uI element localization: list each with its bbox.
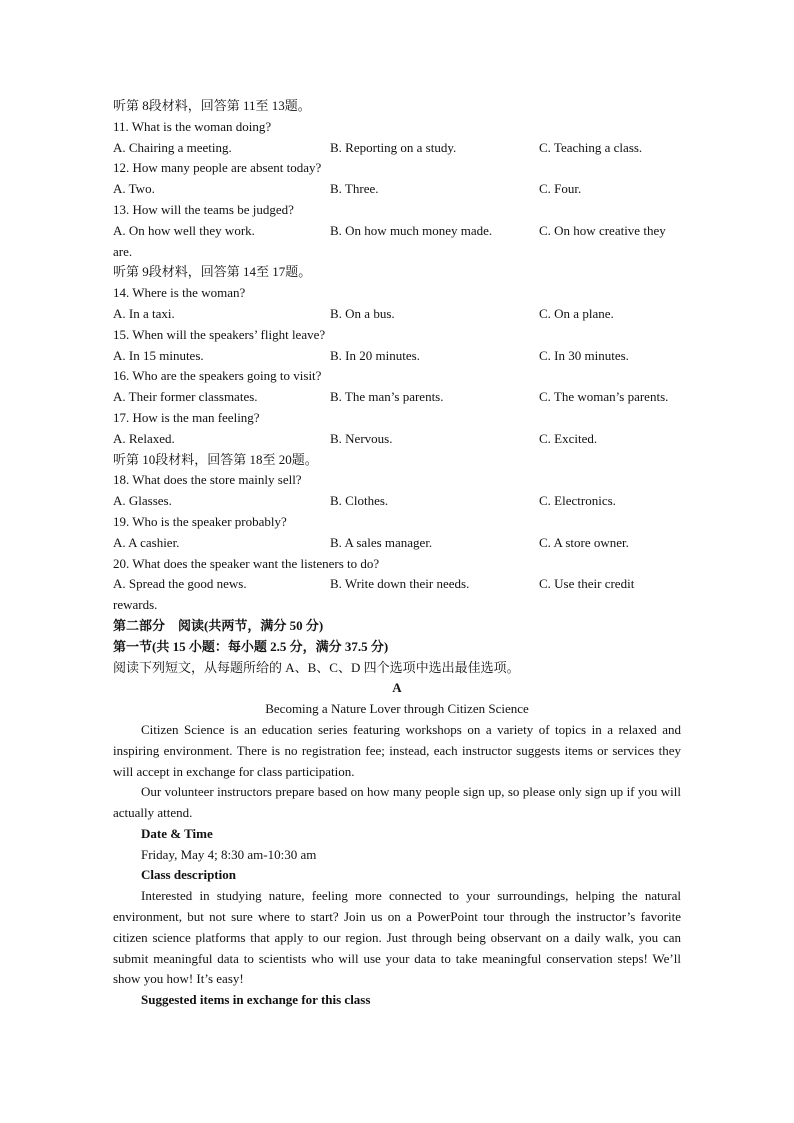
- passage-title: Becoming a Nature Lover through Citizen Science: [265, 701, 529, 717]
- option-c: C. Use their credit: [539, 576, 635, 592]
- option-b: B. Three.: [330, 181, 379, 197]
- question-14-options: [113, 304, 681, 325]
- passage-letter: A: [392, 680, 402, 696]
- question-15-options: [113, 346, 681, 367]
- option-a: A. In 15 minutes.: [113, 347, 204, 363]
- section-1-title: 第一节(共 15 小题：每小题 2.5 分，满分 37.5 分): [113, 638, 389, 654]
- paragraph-class-description: Interested in studying nature, feeling more connected to your surroundings, helping the natural environment, but not sure where to start? Join us on a PowerPoint tour through the instructor’s favorite citizen science platforms that apply to our region. Just through being observant on a daily walk, you can submit meaningful data to scientists who will use your data to take meaningful conservation steps! We’ll show you how! It’s easy!: [113, 888, 681, 987]
- option-a: A. Spread the good news.: [113, 576, 247, 592]
- question-19-options: [113, 533, 681, 554]
- paragraph-intro: Citizen Science is an education series featuring workshops on a variety of topics in a relaxed and inspiring environment. There is no registration fee; instead, each instructor suggests items or services they will accept in exchange for class participation.: [113, 721, 681, 779]
- question-13-option-c-continued: are.: [113, 243, 133, 259]
- section-8-heading: 听第 8段材料，回答第 11至 13题。: [113, 98, 311, 113]
- section-9-heading: 听第 9段材料，回答第 14至 17题。: [113, 264, 312, 280]
- option-b: B. Nervous.: [330, 430, 393, 446]
- option-c: C. In 30 minutes.: [539, 347, 629, 363]
- question-13-options: [113, 221, 681, 242]
- date-time-value: Friday, May 4; 8:30 am-10:30 am: [141, 846, 317, 862]
- option-c: C. Electronics.: [539, 493, 616, 509]
- option-c: C. The woman’s parents.: [539, 389, 669, 405]
- option-b: B. A sales manager.: [330, 534, 433, 550]
- option-b: B. On a bus.: [330, 305, 395, 321]
- option-a: A. Two.: [113, 181, 155, 197]
- question-11-options: [113, 138, 681, 159]
- question-19: 19. Who is the speaker probably?: [113, 513, 287, 529]
- option-a: A. On how well they work.: [113, 222, 255, 238]
- question-11: 11. What is the woman doing?: [113, 118, 272, 134]
- class-description-heading: Class description: [141, 867, 236, 883]
- option-c: C. On a plane.: [539, 305, 614, 321]
- question-20: 20. What does the speaker want the listeners to do?: [113, 555, 380, 571]
- question-15: 15. When will the speakers’ flight leave?: [113, 326, 326, 342]
- exam-page: [113, 96, 681, 1011]
- date-time-heading: Date & Time: [141, 825, 213, 841]
- question-17-options: [113, 429, 681, 450]
- option-b: B. Write down their needs.: [330, 576, 470, 592]
- option-a: A. Their former classmates.: [113, 389, 258, 405]
- section-10-heading: 听第 10段材料，回答第 18至 20题。: [113, 451, 318, 467]
- question-20-option-c-continued: rewards.: [113, 597, 158, 613]
- option-b: B. Reporting on a study.: [330, 139, 457, 155]
- option-c: C. On how creative they: [539, 222, 666, 238]
- option-b: B. The man’s parents.: [330, 389, 444, 405]
- question-12: 12. How many people are absent today?: [113, 160, 322, 176]
- option-a: A. Glasses.: [113, 493, 172, 509]
- question-16-options: [113, 387, 681, 408]
- option-b: B. On how much money made.: [330, 222, 493, 238]
- part-2-title: 第二部分 阅读(共两节，满分 50 分): [113, 617, 324, 633]
- question-13: 13. How will the teams be judged?: [113, 201, 294, 217]
- question-14: 14. Where is the woman?: [113, 285, 246, 301]
- option-a: A. A cashier.: [113, 534, 180, 550]
- option-b: B. In 20 minutes.: [330, 347, 420, 363]
- option-c: C. Excited.: [539, 430, 598, 446]
- question-12-options: [113, 179, 681, 200]
- question-18-options: [113, 491, 681, 512]
- question-20-options: [113, 574, 681, 595]
- option-a: A. Chairing a meeting.: [113, 139, 232, 155]
- option-a: A. Relaxed.: [113, 430, 175, 446]
- option-a: A. In a taxi.: [113, 305, 175, 321]
- suggested-items-heading: Suggested items in exchange for this class: [141, 992, 371, 1008]
- option-c: C. Four.: [539, 181, 582, 197]
- option-c: C. A store owner.: [539, 534, 629, 550]
- option-c: C. Teaching a class.: [539, 139, 643, 155]
- option-b: B. Clothes.: [330, 493, 389, 509]
- question-16: 16. Who are the speakers going to visit?: [113, 368, 322, 384]
- paragraph-signup: Our volunteer instructors prepare based on how many people sign up, so please only sign up if you will actually attend.: [113, 784, 681, 821]
- reading-instruction: 阅读下列短文，从每题所给的 A、B、C、D 四个选项中选出最佳选项。: [113, 659, 520, 675]
- question-18: 18. What does the store mainly sell?: [113, 472, 302, 488]
- question-17: 17. How is the man feeling?: [113, 409, 260, 425]
